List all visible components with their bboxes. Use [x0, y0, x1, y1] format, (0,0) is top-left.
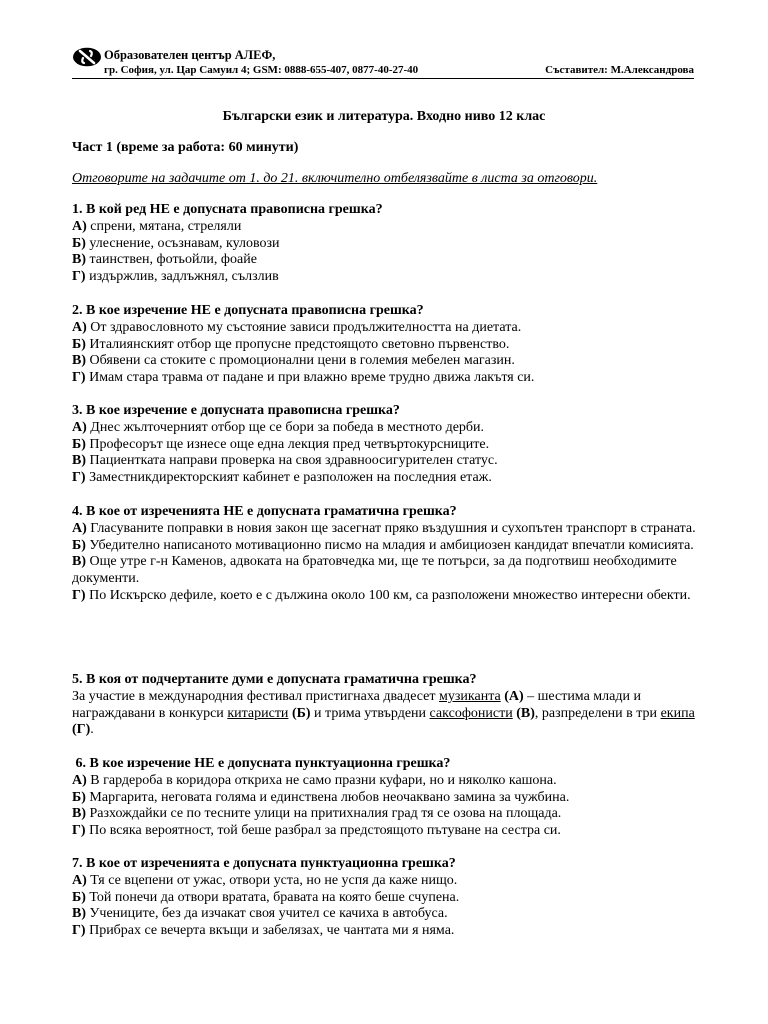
answer-option-b: Б) Той понечи да отвори вратата, бравата на която беше счупена. — [72, 889, 460, 905]
answer-option-b: Б) Италиянският отбор ще пропусне предстоящото световно първенство. — [72, 336, 510, 352]
question-paragraph: За участие в международния фестивал пристигнаха двадесет музиканта (А) – шестима млади и награждавани в конкурси китаристи (Б) и трима утвърдени саксофонисти (В), разпределени в три екипа (Г). — [72, 688, 695, 738]
part-heading: Част 1 (време за работа: 60 минути) — [72, 140, 299, 155]
underlined-word-c: саксофонисти — [429, 705, 513, 721]
answer-option-a: А) Днес жълточерният отбор ще се бори за победа в местното дерби. — [72, 419, 485, 435]
underlined-word-d: екипа — [660, 705, 695, 721]
document-title: Български език и литература. Входно ниво 12 клас — [222, 109, 546, 124]
answer-option-d: Г) Заместникдиректорският кабинет е разположен на последния етаж. — [72, 470, 492, 486]
question-3 — [72, 403, 702, 487]
answer-option-b: Б) Маргарита, неговата голяма и единствена любов неочаквано замина за чужбина. — [72, 789, 570, 805]
answer-option-a: А) От здравословното му състояние зависи продължителността на диетата. — [72, 319, 522, 335]
answer-option-d: Г) Прибрах се вечерта вкъщи и забелязах, че чантата ми я няма. — [72, 923, 455, 939]
answer-option-d: Г) По Искърско дефиле, което е с дължина около 100 км, са разположени множество интересни обекти. — [72, 587, 691, 603]
answer-option-c: В) Още утре г-н Каменов, адвоката на братовчедка ми, ще те потърси, за да подготвиш необходимите документи. — [72, 554, 677, 587]
question-heading: 6. В кое изречение НЕ е допусната пунктуационна грешка? — [72, 756, 451, 771]
answer-option-b: Б) улеснение, осъзнавам, куловози — [72, 235, 280, 251]
organization-name: Образователен център АЛЕФ, — [104, 48, 276, 62]
question-heading: 1. В кой ред НЕ е допусната правописна грешка? — [72, 202, 383, 217]
question-5 — [72, 672, 702, 739]
underlined-word-b: китаристи — [227, 705, 289, 721]
question-heading: 7. В кое от изреченията е допусната пунктуационна грешка? — [72, 856, 456, 871]
question-heading: 3. В кое изречение е допусната правописна грешка? — [72, 403, 400, 418]
underlined-word-a: музиканта — [439, 688, 501, 704]
question-4 — [72, 504, 702, 605]
question-heading: 5. В коя от подчертаните думи е допусната граматична грешка? — [72, 672, 477, 687]
question-6 — [72, 756, 702, 840]
answer-option-a: А) Тя се вцепени от ужас, отвори уста, но не успя да каже нищо. — [72, 872, 458, 888]
compiler-name: Съставител: М.Александрова — [545, 64, 694, 76]
page-header — [72, 45, 694, 79]
header-divider — [72, 78, 694, 79]
answer-option-c: В) таинствен, фотьойли, фоайе — [72, 252, 257, 268]
answer-option-a: А) спрени, мятана, стреляли — [72, 218, 242, 234]
question-heading: 2. В кое изречение НЕ е допусната правописна грешка? — [72, 303, 424, 318]
answer-option-b: Б) Професорът ще изнесе още една лекция пред четвъртокурсниците. — [72, 436, 490, 452]
instruction-text: Отговорите на задачите от 1. до 21. включително отбелязвайте в листа за отговори. — [72, 171, 598, 186]
answer-option-d: Г) Имам стара травма от падане и при влажно време трудно движа лакътя си. — [72, 370, 535, 386]
answer-option-c: В) Пациентката направи проверка на своя здравноосигурителен статус. — [72, 453, 498, 469]
question-heading: 4. В кое от изреченията НЕ е допусната граматична грешка? — [72, 504, 457, 519]
organization-address: гр. София, ул. Цар Самуил 4; GSM: 0888-655-407, 0877-40-27-40 — [104, 64, 419, 76]
answer-option-c: В) Учениците, без да изчакат своя учител се качиха в автобуса. — [72, 906, 448, 922]
answer-option-b: Б) Убедително написаното мотивационно писмо на младия и амбициозен кандидат впечатли комисията. — [72, 537, 694, 553]
answer-option-d: Г) По всяка вероятност, той беше разбрал за предстоящото пътуване на сестра си. — [72, 823, 561, 839]
answer-option-c: В) Обявени са стоките с промоционални цени в големия мебелен магазин. — [72, 353, 515, 369]
answer-option-a: А) В гардероба в коридора открихa не само празни куфари, но и няколко кашона. — [72, 772, 557, 788]
question-2 — [72, 303, 702, 387]
question-7 — [72, 856, 702, 940]
answer-option-d: Г) издържлив, задлъжнял, сълзлив — [72, 269, 279, 285]
question-1 — [72, 202, 702, 286]
alef-logo-icon — [72, 47, 102, 67]
answer-option-a: А) Гласуваните поправки в новия закон ще засегнат пряко въздушния и сухопътен транспорт в страната. — [72, 520, 696, 536]
answer-option-c: В) Разхождайки се по тесните улици на притихналия град тя се озова на площада. — [72, 806, 562, 822]
